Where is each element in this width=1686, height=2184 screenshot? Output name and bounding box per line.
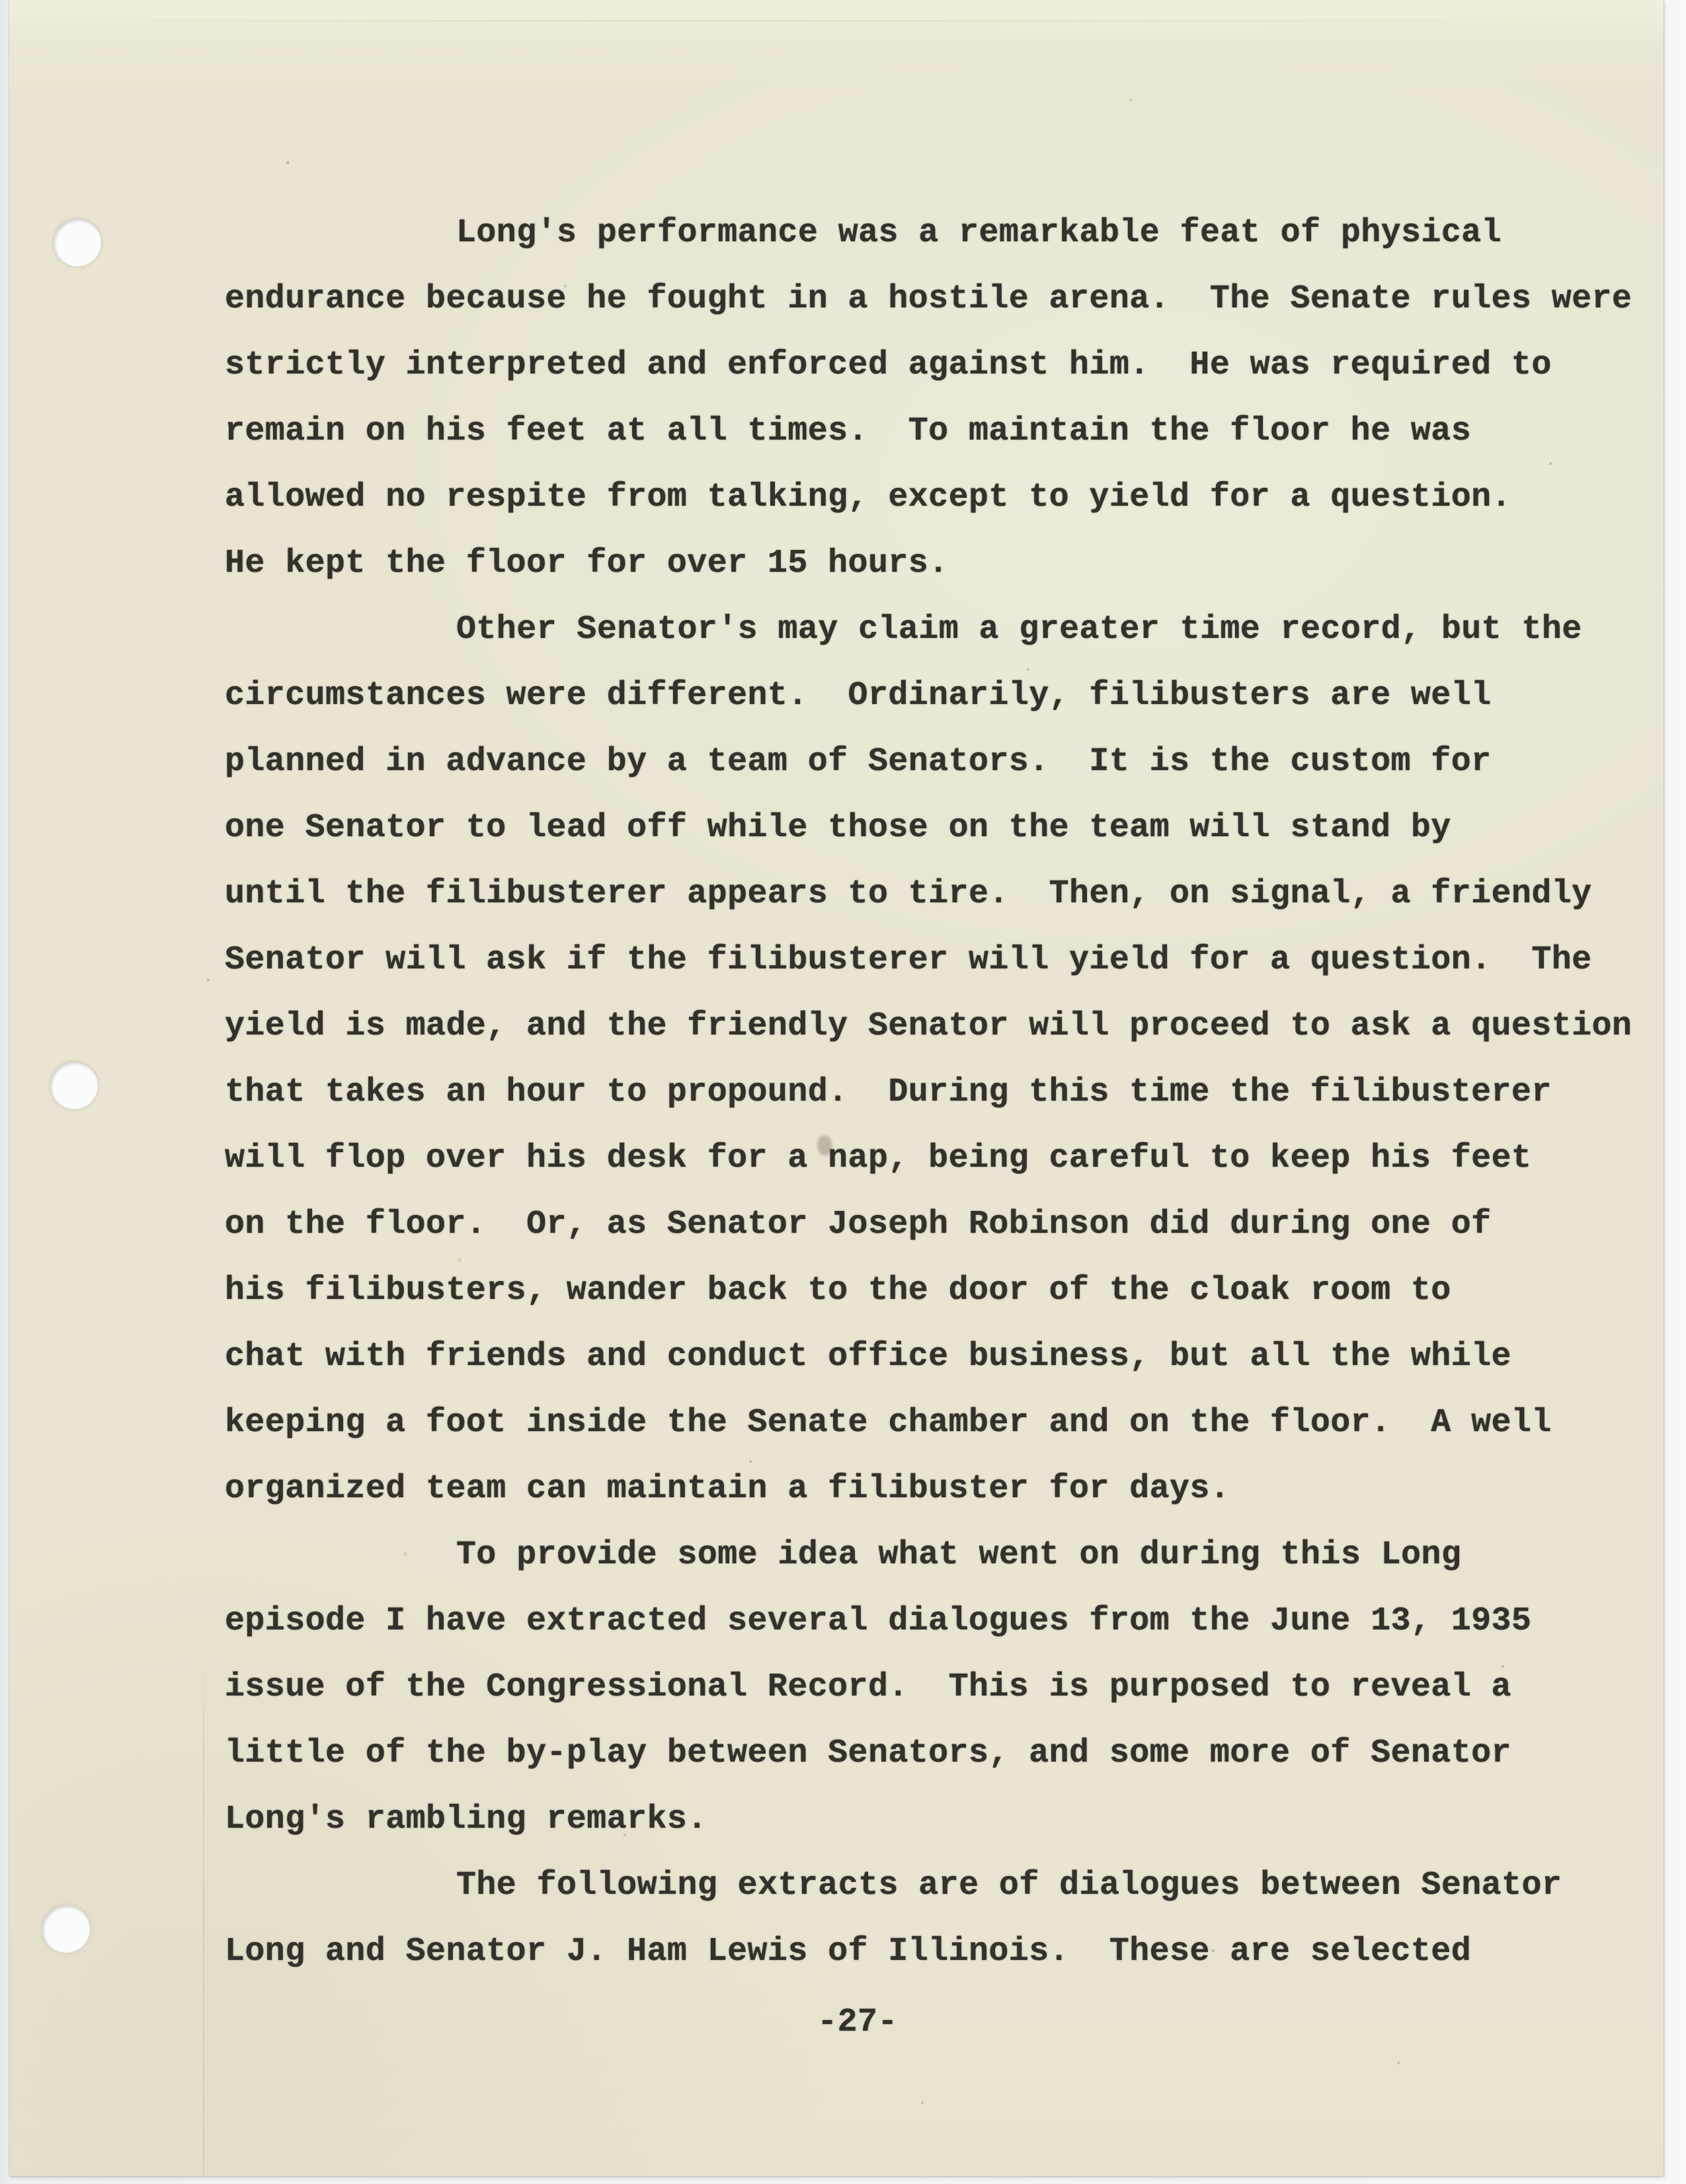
text-line: circumstances were different. Ordinarily, filibusters are well [225,677,1492,715]
text-line: He kept the floor for over 15 hours. [225,545,949,582]
text-line: Long's performance was a remarkable feat of physical [456,214,1502,252]
text-line: Other Senator's may claim a greater time record, but the [456,611,1582,648]
text-line: on the floor. Or, as Senator Joseph Robinson did during one of [225,1206,1492,1243]
text-line: allowed no respite from talking, except to yield for a question. [225,479,1511,516]
text-line: yield is made, and the friendly Senator will proceed to ask a question [225,1007,1632,1045]
text-line: To provide some idea what went on during this Long [456,1536,1462,1574]
paper-fold-line [9,20,1664,22]
text-line: The following extracts are of dialogues between Senator [456,1867,1562,1904]
text-line: remain on his feet at all times. To maintain the floor he was [225,412,1472,450]
margin-line [203,1653,204,2176]
text-line: episode I have extracted several dialogues from the June 13, 1935 [225,1602,1532,1640]
text-line: issue of the Congressional Record. This is purposed to reveal a [225,1668,1511,1706]
text-line: his filibusters, wander back to the door of the cloak room to [225,1272,1451,1309]
text-line: Senator will ask if the filibusterer will yield for a question. The [225,941,1592,979]
text-line: strictly interpreted and enforced against him. He was required to [225,346,1552,384]
text-line: planned in advance by a team of Senators. It is the custom for [225,743,1492,781]
text-line: organized team can maintain a filibuster for days. [225,1470,1230,1508]
text-line: one Senator to lead off while those on the team will stand by [225,809,1451,847]
text-line: chat with friends and conduct office business, but all the while [225,1338,1511,1376]
page-number: -27- [817,2004,898,2041]
text-line: Long's rambling remarks. [225,1801,707,1838]
punch-hole [50,1062,98,1109]
text-line: that takes an hour to propound. During this time the filibusterer [225,1073,1552,1111]
punch-hole [54,219,101,266]
paper-specks [9,0,11,1]
document-page [9,0,1664,2176]
text-line: endurance because he fought in a hostile arena. The Senate rules were [225,280,1632,318]
text-line: until the filibusterer appears to tire. Then, on signal, a friendly [225,875,1592,913]
punch-hole [42,1905,90,1953]
text-line: will flop over his desk for a nap, being careful to keep his feet [225,1140,1532,1177]
typewritten-text [225,200,1660,1985]
text-line: little of the by-play between Senators, and some more of Senator [225,1735,1511,1772]
text-line: Long and Senator J. Ham Lewis of Illinois. These are selected [225,1933,1472,1970]
text-line: keeping a foot inside the Senate chamber and on the floor. A well [225,1404,1552,1442]
